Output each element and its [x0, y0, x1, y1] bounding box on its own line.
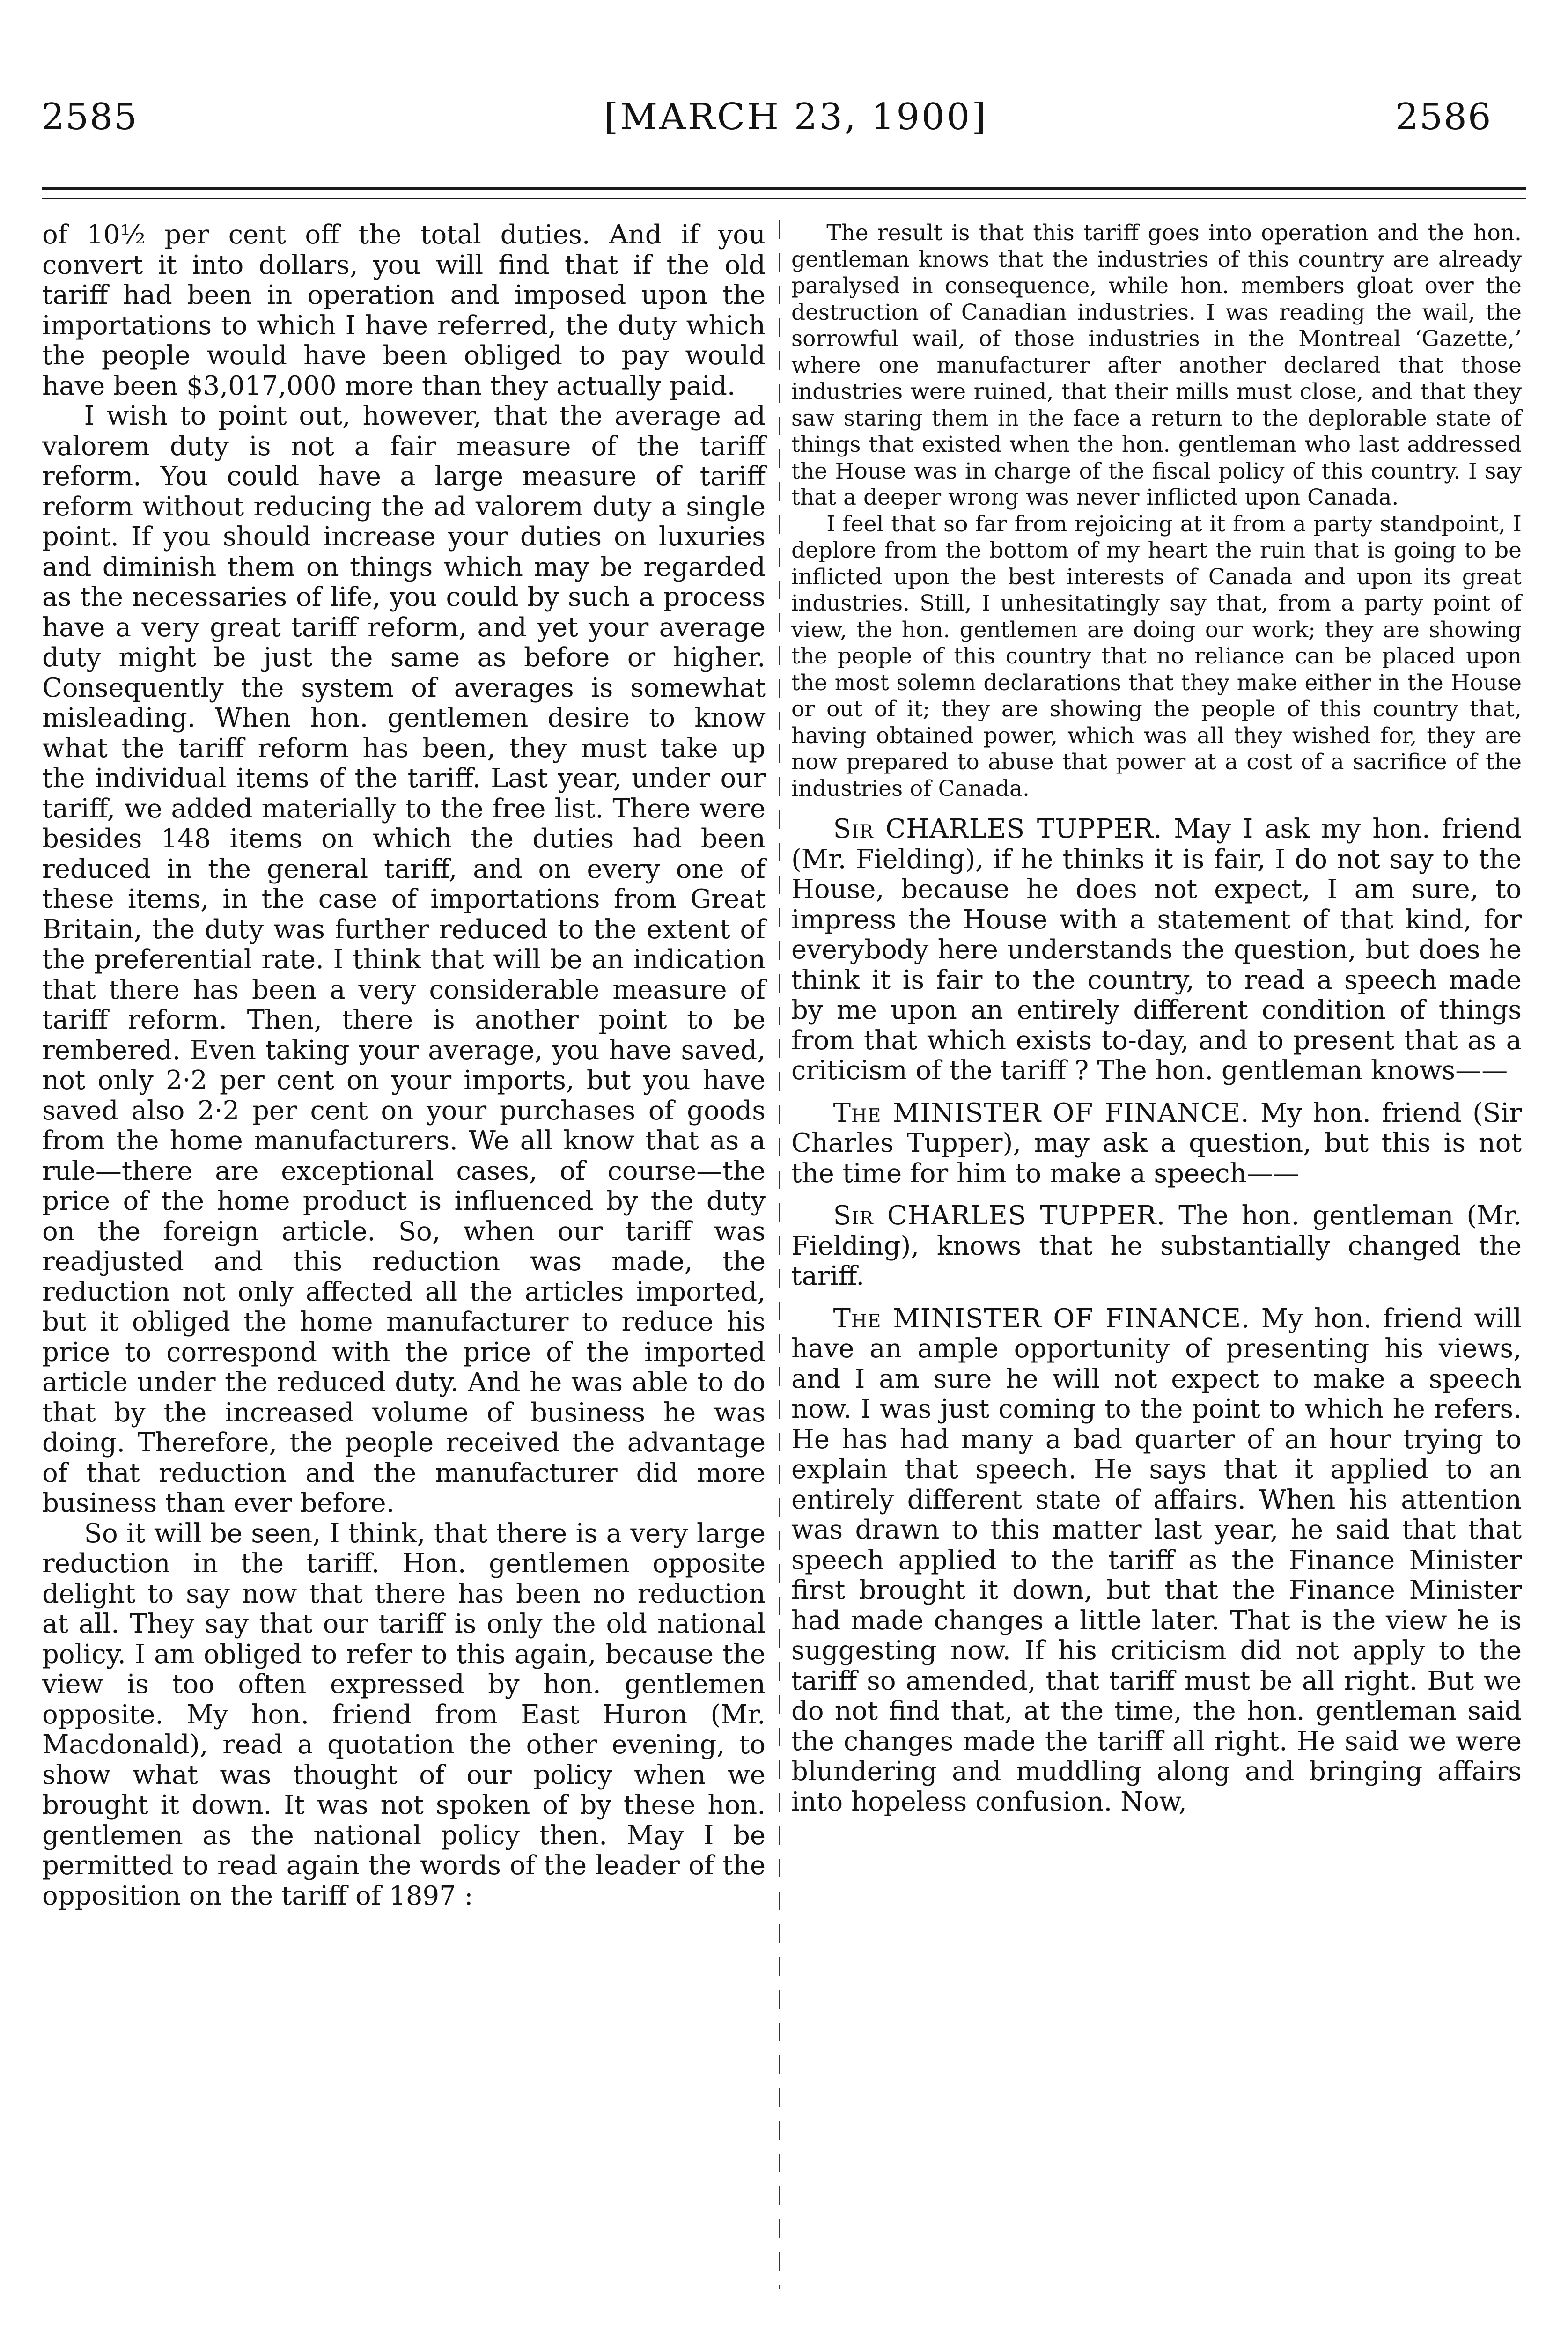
- speaker-name: Sir CHARLES TUPPER.: [833, 814, 1163, 844]
- header-rule-thin: [42, 198, 1526, 199]
- speaker-name: The MINISTER OF FINANCE.: [833, 1303, 1250, 1334]
- speech-tupper-1: [791, 814, 1522, 1086]
- column-divider: [779, 220, 780, 2289]
- left-paragraph-1: of 10½ per cent off the total duties. And if you convert it into dollars, you will find that if the old tariff had been in operation and imposed upon the importations to which I have referred, the duty which the people would have been obliged to pay would have been $3,017,000 more than they actually paid.: [42, 220, 766, 401]
- left-column: [42, 220, 766, 1911]
- speech-text: The hon. gentleman (Mr. Fielding), knows that he substantially changed the tariff.: [791, 1200, 1522, 1291]
- speech-text: My hon. friend (Sir Charles Tupper), may ask a question, but this is not the time for him to make a speech——: [791, 1097, 1522, 1189]
- left-paragraph-2: I wish to point out, however, that the average ad valorem duty is not a fair measure of the tariff reform. You could have a large measure of tariff reform without reducing the ad valorem duty a single point. If you should increase your duties on luxuries and diminish them on things which may be regarded as the necessaries of life, you could by such a process have a very great tariff reform, and yet your average duty might be just the same as before or higher. Consequently the system of averages is somewhat misleading. When hon. gentlemen desire to know what the tariff reform has been, they must take up the individual items of the tariff. Last year, under our tariff, we added materially to the free list. There were besides 148 items on which the duties had been reduced in the general tariff, and on every one of these items, in the case of importations from Great Britain, the duty was further reduced to the extent of the preferential rate. I think that will be an indication that there has been a very considerable measure of tariff reform. Then, there is another point to be rembered. Even taking your average, you have saved, not only 2·2 per cent on your imports, but you have saved also 2·2 per cent on your purchases of goods from the home manufacturers. We all know that as a rule—there are exceptional cases, of course—the price of the home product is influenced by the duty on the foreign article. So, when our tariff was readjusted and this reduction was made, the reduction not only affected all the articles imported, but it obliged the home manufacturer to reduce his price to correspond with the price of the imported article under the reduced duty. And he was able to do that by the increased volume of business he was doing. Therefore, the people received the advantage of that reduction and the manufacturer did more business than ever before.: [42, 401, 766, 1518]
- page-number-left: 2585: [41, 96, 138, 138]
- right-column: [791, 220, 1522, 1817]
- speech-minister-1: [791, 1098, 1522, 1189]
- speaker-name: The MINISTER OF FINANCE.: [833, 1097, 1250, 1128]
- speaker-name: Sir CHARLES TUPPER.: [833, 1200, 1166, 1231]
- speech-minister-2: [791, 1304, 1522, 1818]
- quoted-paragraph-1: The result is that this tariff goes into operation and the hon. gentleman knows that the industries of this country are already paralysed in consequence, while hon. members gloat over the destruction of Canadian industries. I was reading the wail, the sorrowful wail, of those industries in the Montreal ‘Gazette,’ where one manufacturer after another declared that those industries were ruined, that their mills must close, and that they saw staring them in the face a return to the deplorable state of things that existed when the hon. gentleman who last addressed the House was in charge of the fiscal policy of this country. I say that a deeper wrong was never inflicted upon Canada.: [791, 220, 1522, 510]
- header-rule-thick: [42, 187, 1526, 190]
- quoted-paragraph-2: I feel that so far from rejoicing at it from a party standpoint, I deplore from the bottom of my heart the ruin that is going to be inflicted upon the best interests of Canada and upon its great industries. Still, I unhesitatingly say that, from a party point of view, the hon. gentlemen are doing our work; they are showing the people of this country that no reliance can be placed upon the most solemn declarations that they make either in the House or out of it; they are showing the people of this country that, having obtained power, which was all they wished for, they are now prepared to abuse that power at a cost of a sacrifice of the industries of Canada.: [791, 511, 1522, 802]
- left-paragraph-3: So it will be seen, I think, that there is a very large reduction in the tariff. Hon. gentlemen opposite delight to say now that there has been no reduction at all. They say that our tariff is only the old national policy. I am obliged to refer to this again, because the view is too often expressed by hon. gentlemen opposite. My hon. friend from East Huron (Mr. Macdonald), read a quotation the other evening, to show what was thought of our policy when we brought it down. It was not spoken of by these hon. gentlemen as the national policy then. May I be permitted to read again the words of the leader of the opposition on the tariff of 1897 :: [42, 1518, 766, 1911]
- page-number-right: 2586: [1395, 96, 1492, 138]
- speech-text: My hon. friend will have an ample opportunity of presenting his views, and I am sure he will not expect to make a speech now. I was just coming to the point to which he refers. He has had many a bad quarter of an hour trying to explain that speech. He says that it applied to an entirely different state of affairs. When his attention was drawn to this matter last year, he said that that speech applied to the tariff as the Finance Minister first brought it down, but that the Finance Minister had made changes a little later. That is the view he is suggesting now. If his criticism did not apply to the tariff so amended, that tariff must be all right. But we do not find that, at the time, the hon. gentleman said the changes made the tariff all right. He said we were blundering and muddling along and bringing affairs into hopeless confusion. Now,: [791, 1303, 1522, 1817]
- speech-text: May I ask my hon. friend (Mr. Fielding), if he thinks it is fair, I do not say to the House, because he does not expect, I am sure, to impress the House with a statement of that kind, for everybody here understands the question, but does he think it is fair to the country, to read a speech made by me upon an entirely different condition of things from that which exists to-day, and to present that as a criticism of the tariff ? The hon. gentleman knows——: [791, 814, 1522, 1086]
- page-date: [MARCH 23, 1900]: [604, 96, 988, 138]
- speech-tupper-2: [791, 1201, 1522, 1292]
- page-header: [0, 96, 1568, 147]
